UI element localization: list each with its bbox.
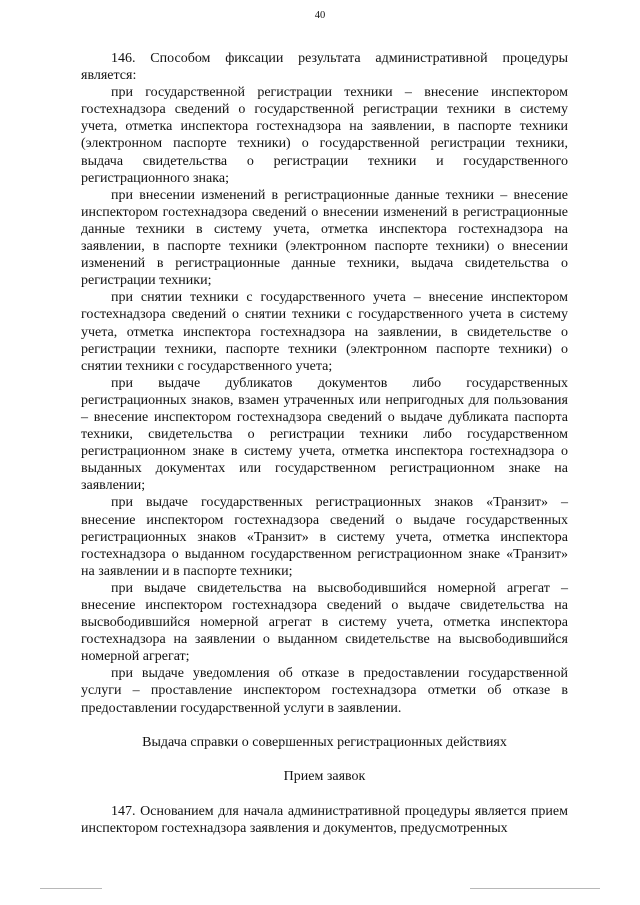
scan-artifact-left bbox=[40, 888, 102, 889]
paragraph-146: 146. Способом фиксации результата административной процедуры является: bbox=[81, 51, 568, 84]
paragraph-released-unit: при выдаче свидетельства на высвободившийся номерной агрегат – внесение инспектором гостехнадзора сведений о выдаче свидетельства на высвободившийся номерной агрегат в систему учета, отметка инспектора гостехнадзора на заявлении о выданном свидетельстве на высвободившийся номерной агрегат; bbox=[81, 580, 568, 665]
paragraph-deregistration: при снятии техники с государственного учета – внесение инспектором гостехнадзора сведений о снятии техники с государственного учета в систему учета, отметка инспектора гостехнадзора на заявлении, в свидетельстве о регистрации техники, паспорте техники (электронном паспорте техники) о снятии техники с государственного учета; bbox=[81, 290, 568, 374]
paragraph-transit-plates: при выдаче государственных регистрационных знаков «Транзит» – внесение инспектором гостехнадзора сведений о выдаче государственных регистрационных знаков «Транзит» в систему учета, отметка инспектора гостехнадзора о выданном государственном регистрационном знаке «Транзит» на заявлении и в паспорте техники; bbox=[81, 495, 568, 579]
paragraph-refusal-notice: при выдаче уведомления об отказе в предоставлении государственной услуги – проставление инспектором гостехнадзора отметки об отказе в предоставлении государственной услуги в заявлении. bbox=[81, 666, 568, 716]
subsection-heading: Прием заявок bbox=[283, 768, 366, 784]
document-body bbox=[81, 50, 568, 837]
paragraph-147: 147. Основанием для начала административной процедуры является прием инспектором гостехнадзора заявления и документов, предусмотренных bbox=[81, 803, 568, 836]
paragraph-registration-changes: при внесении изменений в регистрационные данные техники – внесение инспектором гостехнадзора сведений о внесении изменений в регистрационные данные техники в систему учета, отметка инспектора гостехнадзора на заявлении, в паспорте техники (электронном паспорте техники) о внесении изменений в регистрационные данные техники, выдача свидетельства о регистрации техники; bbox=[81, 187, 568, 289]
paragraph-state-registration: при государственной регистрации техники – внесение инспектором гостехнадзора сведений о государственной регистрации техники в систему учета, отметка инспектора гостехнадзора на заявлении, в паспорте техники (электронном паспорте техники) о государственной регистрации техники, выдача свидетельства о регистрации техники и государственного регистрационного знака; bbox=[81, 85, 568, 186]
page-number: 40 bbox=[314, 10, 326, 21]
section-heading: Выдача справки о совершенных регистрационных действиях bbox=[142, 734, 507, 750]
scan-artifact-right bbox=[470, 888, 600, 889]
paragraph-duplicates: при выдаче дубликатов документов либо государственных регистрационных знаков, взамен утраченных или непригодных для пользования – внесение инспектором гостехнадзора сведений о выдаче дубликата паспорта техники, свидетельства о регистрации техники либо государственном регистрационном знаке в систему учета, отметка инспектора гостехнадзора о выданных документах или государственном регистрационном знаке на заявлении; bbox=[81, 375, 568, 494]
